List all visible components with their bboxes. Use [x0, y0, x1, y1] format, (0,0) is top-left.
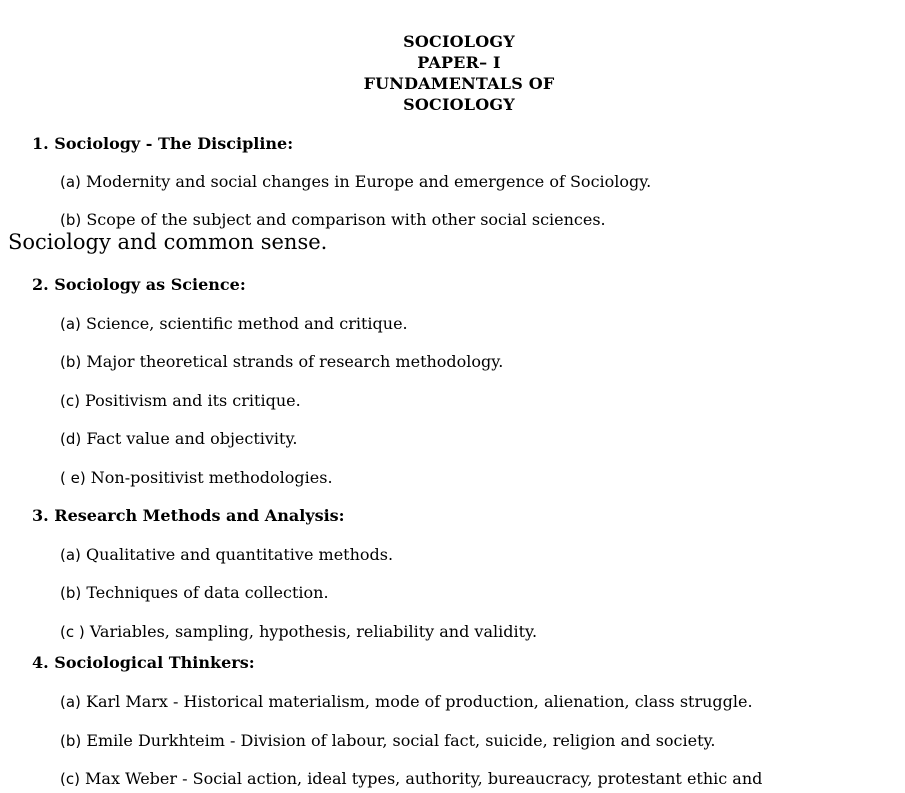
page-title-sociology-2: SOCIOLOGY: [403, 95, 515, 114]
list-item: [60, 769, 762, 788]
list-item: [60, 468, 333, 487]
item-label: (a): [60, 546, 81, 564]
item-label: (b): [60, 584, 82, 602]
item-text: Qualitative and quantitative methods.: [80, 545, 394, 564]
item-text: Positivism and its critique.: [79, 391, 301, 410]
section-heading-1: 1. Sociology - The Discipline:: [32, 134, 294, 153]
section-heading-4: 4. Sociological Thinkers:: [32, 653, 255, 672]
item-label: (c ): [60, 623, 85, 641]
item-text: Modernity and social changes in Europe and emergence of Sociology.: [80, 172, 652, 191]
item-label: (c): [60, 392, 80, 410]
item-label: (b): [60, 211, 82, 229]
loose-text-line: Sociology and common sense.: [8, 230, 328, 254]
item-label: (a): [60, 693, 81, 711]
item-label: (a): [60, 315, 81, 333]
list-item: [60, 172, 651, 191]
section-heading-3: 3. Research Methods and Analysis:: [32, 506, 345, 525]
list-item: [60, 352, 503, 371]
list-item: [60, 391, 301, 410]
item-label: (a): [60, 173, 81, 191]
list-item: [60, 210, 606, 229]
list-item: [60, 429, 297, 448]
item-text: Max Weber - Social action, ideal types, authority, bureaucracy, protestant ethic and: [79, 769, 763, 788]
item-label: (b): [60, 353, 82, 371]
list-item: [60, 545, 393, 564]
list-item: [60, 622, 537, 641]
item-text: Scope of the subject and comparison with other social sciences.: [81, 210, 606, 229]
item-label: ( e): [60, 469, 86, 487]
page-title-fundamentals: FUNDAMENTALS OF: [363, 74, 555, 93]
item-text: Major theoretical strands of research methodology.: [81, 352, 504, 371]
item-text: Techniques of data collection.: [81, 583, 329, 602]
section-heading-2: 2. Sociology as Science:: [32, 275, 246, 294]
page-title-paper: PAPER– I: [417, 53, 501, 72]
item-text: Fact value and objectivity.: [81, 429, 298, 448]
item-label: (c): [60, 770, 80, 788]
item-text: Variables, sampling, hypothesis, reliability and validity.: [84, 622, 538, 641]
item-text: Emile Durkhteim - Division of labour, social fact, suicide, religion and society.: [81, 731, 716, 750]
page-title-sociology: SOCIOLOGY: [403, 32, 515, 51]
item-text: Science, scientific method and critique.: [80, 314, 408, 333]
list-item: [60, 314, 408, 333]
item-label: (b): [60, 732, 82, 750]
item-text: Karl Marx - Historical materialism, mode of production, alienation, class struggle.: [80, 692, 753, 711]
list-item: [60, 731, 716, 750]
list-item: [60, 692, 753, 711]
list-item: [60, 583, 329, 602]
item-label: (d): [60, 430, 82, 448]
item-text: Non-positivist methodologies.: [85, 468, 333, 487]
